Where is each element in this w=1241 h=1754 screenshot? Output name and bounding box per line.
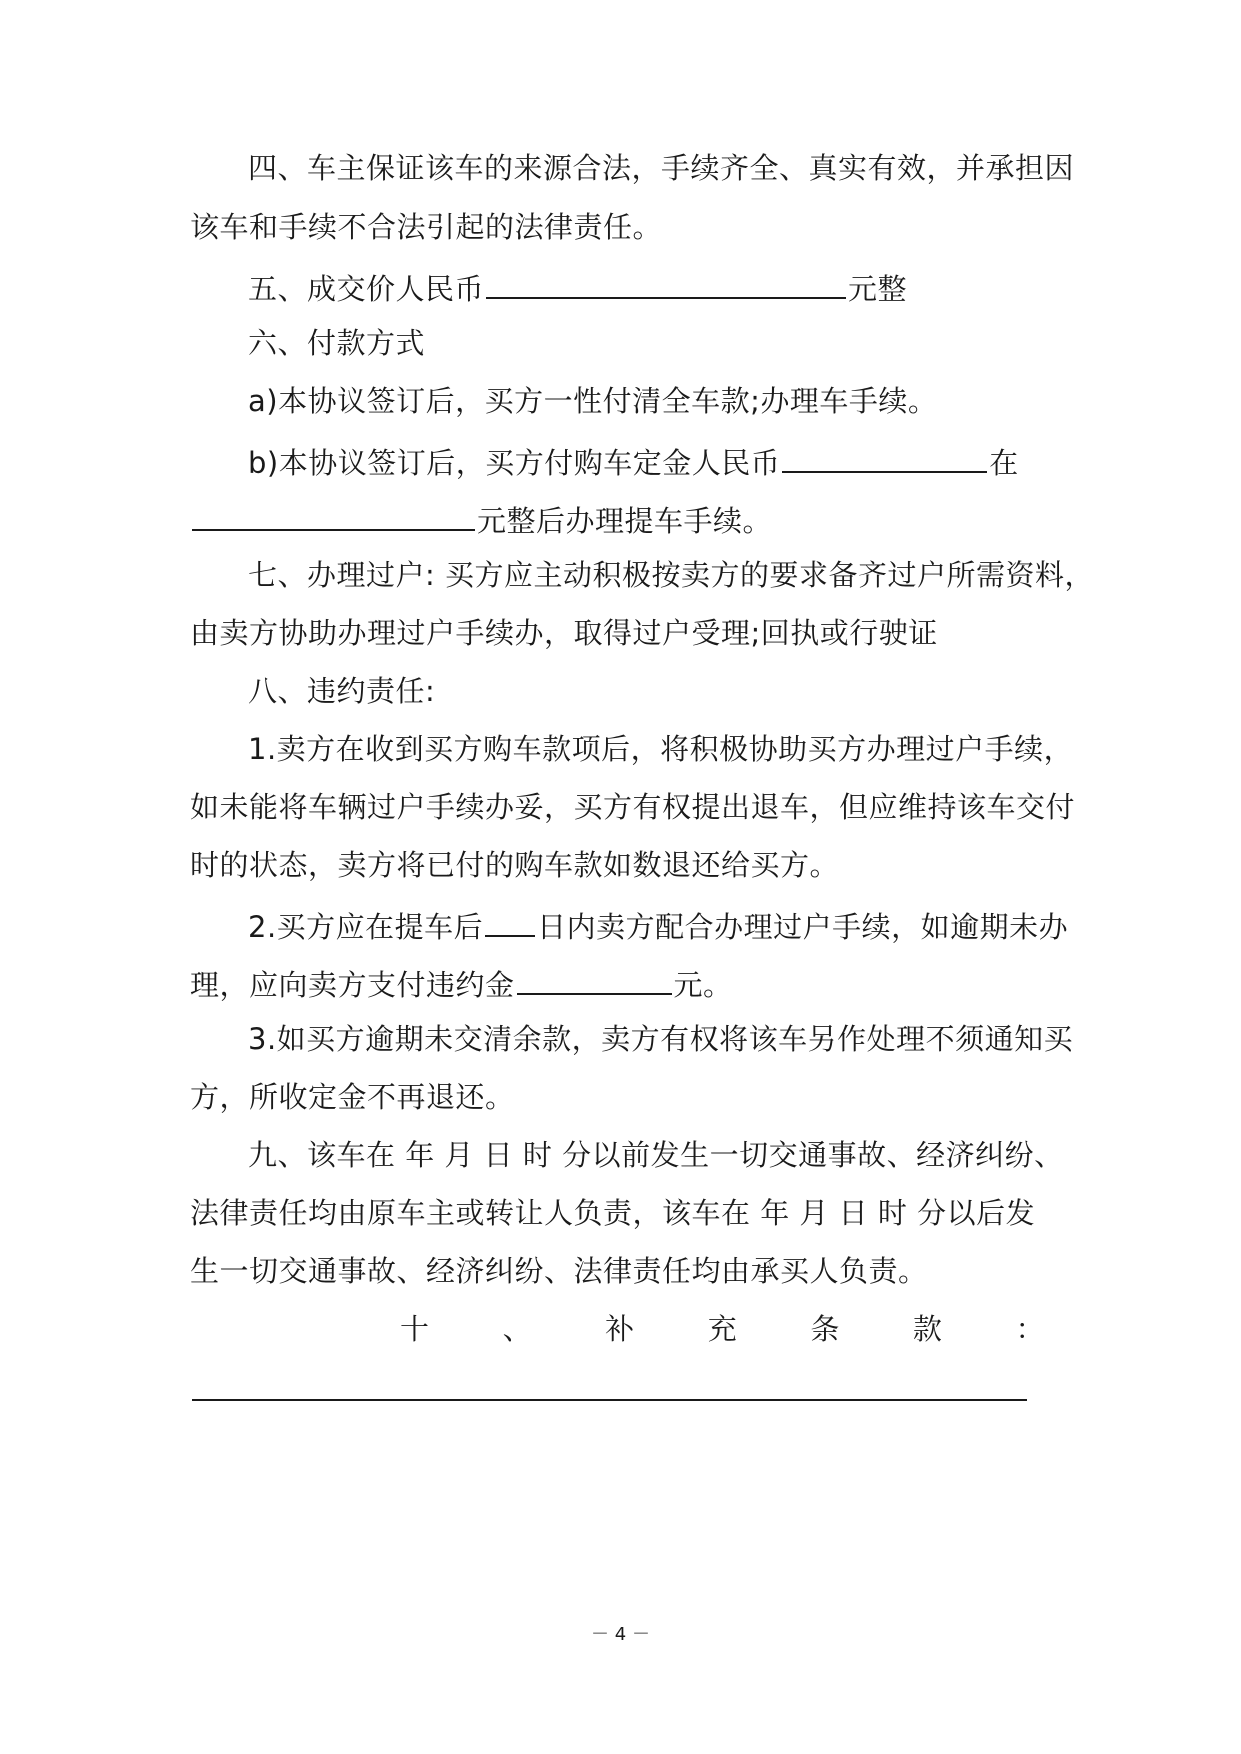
clause-5 (190, 267, 1118, 307)
clause-10-char: 十 (400, 1312, 430, 1346)
clause-10-char: 条 (810, 1312, 840, 1346)
clause-8-1-line-3: 时的状态，卖方将已付的购车款如数退还给买方。 (190, 848, 840, 882)
clause-9-line-1: 九、该车在 年 月 日 时 分以前发生一切交通事故、经济纠纷、 (248, 1138, 1064, 1172)
clause-8-2-rest: 日内卖方配合办理过户手续，如逾期未办 (537, 910, 1069, 944)
price-blank (486, 267, 846, 299)
clause-10-fill (190, 1369, 1060, 1409)
clause-10-char: 补 (605, 1312, 635, 1346)
clause-4-line-1: 四、车主保证该车的来源合法，手续齐全、真实有效，并承担因 (248, 151, 1075, 185)
clause-6b-line-2 (190, 499, 1060, 539)
balance-blank (192, 499, 475, 531)
clause-8-1-line-1: 1.卖方在收到买方购车款项后，将积极协助买方办理过户手续， (248, 732, 1074, 766)
clause-10-char: 、 (502, 1312, 533, 1346)
clause-8-2-label: 2.买方应在提车后 (248, 910, 484, 944)
deposit-blank (782, 441, 987, 473)
clause-8-3-line-2: 方，所收定金不再退还。 (190, 1080, 515, 1114)
clause-10-char: 款 (912, 1312, 943, 1346)
clause-4-line-2: 该车和手续不合法引起的法律责任。 (190, 210, 663, 244)
clause-6a: a)本协议签订后，买方一性付清全车款;办理车手续。 (248, 384, 938, 418)
clause-6b-label: b)本协议签订后，买方付购车定金人民币 (248, 446, 781, 480)
clause-6b-suffix: 元整后办理提车手续。 (477, 504, 773, 538)
clause-8-2-line-1 (190, 905, 1118, 945)
days-blank (485, 905, 535, 937)
clause-8-2-penalty-label: 理，应向卖方支付违约金 (190, 968, 515, 1002)
clause-8-heading: 八、违约责任: (248, 674, 436, 708)
clause-8-2-suffix: 元。 (673, 968, 733, 1002)
clause-8-3-line-1: 3.如买方逾期未交清余款，卖方有权将该车另作处理不须通知买 (248, 1022, 1074, 1056)
supplement-blank (192, 1369, 1027, 1401)
clause-6-heading: 六、付款方式 (248, 326, 426, 360)
clause-6b-in: 在 (989, 446, 1019, 480)
clause-10-heading (400, 1311, 1045, 1347)
clause-8-2-line-2 (190, 963, 1060, 1003)
clause-7-line-2: 由卖方协助办理过户手续办，取得过户受理;回执或行驶证 (190, 616, 938, 650)
clause-10-char: ： (1015, 1312, 1045, 1346)
clause-5-label: 五、成交价人民币 (248, 272, 485, 306)
page-number: － 4 － (591, 1624, 650, 1645)
clause-9-line-3: 生一切交通事故、经济纠纷、法律责任均由承买人负责。 (190, 1254, 928, 1288)
clause-5-suffix: 元整 (848, 272, 908, 306)
clause-7-line-1: 七、办理过户: 买方应主动积极按卖方的要求备齐过户所需资料， (248, 558, 1094, 592)
clause-10-char: 充 (707, 1312, 738, 1346)
clause-9-line-2: 法律责任均由原车主或转让人负责，该车在 年 月 日 时 分以后发 (190, 1196, 1036, 1230)
clause-8-1-line-2: 如未能将车辆过户手续办妥，买方有权提出退车，但应维持该车交付 (190, 790, 1076, 824)
penalty-blank (517, 963, 672, 995)
clause-6b-line-1 (190, 441, 1118, 481)
